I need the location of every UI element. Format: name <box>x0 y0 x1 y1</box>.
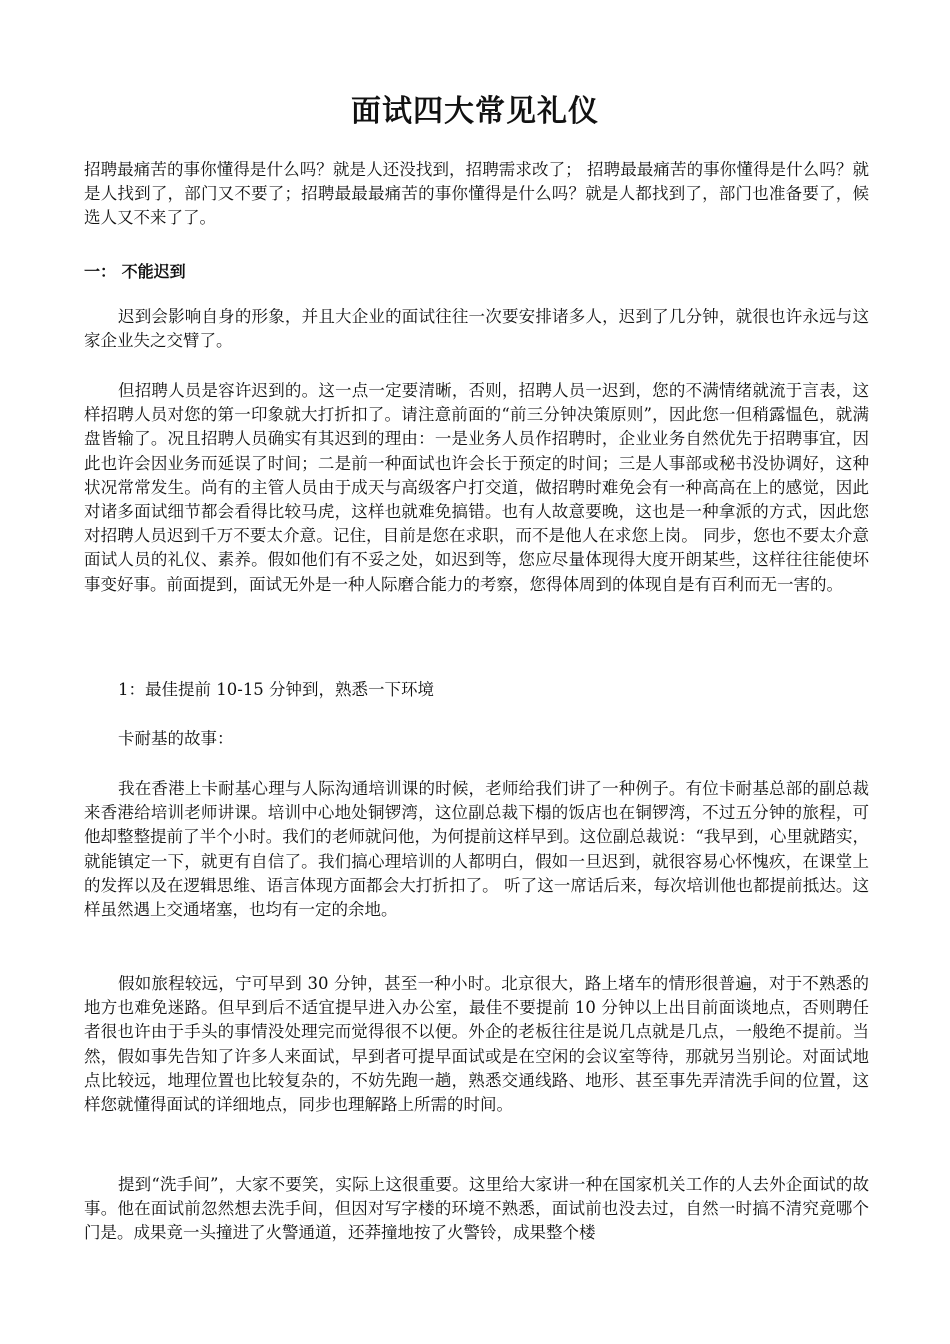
paragraph-travel-distance: 假如旅程较远，宁可早到 30 分钟，甚至一种小时。北京很大，路上堵车的情形很普遍，对于不熟悉的地方也难免迷路。但早到后不适宜提早进入办公室，最佳不要提前 10 分钟以上出目前面谈地点，否则聘任者很也许由于手头的事情没处理完而觉得很不以便。外企的老板往往是说几点就是几点，一般绝不提前。当然，假如事先告知了许多人来面试，早到者可提早面试或是在空闲的会议室等待，那就另当别论。对面试地点比较远，地理位置也比较复杂的，不妨先跑一趟，熟悉交通线路、地形、甚至事先弄清洗手间的位置，这样您就懂得面试的详细地点，同步也理解路上所需的时间。 <box>84 974 869 1115</box>
paragraph-washroom: 提到“洗手间”，大家不要笑，实际上这很重要。这里给大家讲一种在国家机关工作的人去外企面试的故事。他在面试前忽然想去洗手间，但因对写字楼的环境不熟悉，面试前也没去过，自然一时搞不清究竟哪个门是。成果竟一头撞进了火警通道，还莽撞地按了火警铃，成果整个楼 <box>84 1175 869 1243</box>
story-label: 卡耐基的故事： <box>118 729 234 748</box>
paragraph-recruiter-late: 但招聘人员是容许迟到的。这一点一定要清晰，否则，招聘人员一迟到，您的不满情绪就流于言表，这样招聘人员对您的第一印象就大打折扣了。请注意前面的“前三分钟决策原则”，因此您一但稍露愠色，就满盘皆输了。况且招聘人员确实有其迟到的理由：一是业务人员作招聘时，企业业务自然优先于招聘事宜，因此也许会因业务而延误了时间；二是前一种面试也许会长于预定的时间；三是人事部或秘书没协调好，这种状况常常发生。尚有的主管人员由于成天与高级客户打交道，做招聘时难免会有一种高高在上的感觉，因此对诸多面试细节都会看得比较马虎，这样也就难免搞错。也有人故意要晚，这也是一种拿派的方式，因此您对招聘人员迟到千万不要太介意。记住，目前是您在求职，而不是他人在求您上岗。 同步，您也不要太介意面试人员的礼仪、素养。假如他们有不妥之处，如迟到等，您应尽量体现得大度开朗某些，这样往往能使坏事变好事。前面提到，面试无外是一种人际磨合能力的考察，您得体周到的体现自是有百利而无一害的。 <box>84 381 869 594</box>
intro-paragraph: 招聘最痛苦的事你懂得是什么吗？就是人还没找到，招聘需求改了； 招聘最最痛苦的事你懂得是什么吗？就是人找到了，部门又不要了；招聘最最最痛苦的事你懂得是什么吗？就是人都找到了，部门也准备要了，候选人又不来了了。 <box>84 160 869 228</box>
paragraph-carnegie-story: 我在香港上卡耐基心理与人际沟通培训课的时候，老师给我们讲了一种例子。有位卡耐基总部的副总裁来香港给培训老师讲课。培训中心地处铜锣湾，这位副总裁下榻的饭店也在铜锣湾，不过五分钟的旅程，可他却整整提前了半个小时。我们的老师就问他，为何提前这样早到。这位副总裁说：“我早到，心里就踏实，就能镇定一下，就更有自信了。我们搞心理培训的人都明白，假如一旦迟到，就很容易心怀愧疚，在课堂上的发挥以及在逻辑思维、语言体现方面都会大打折扣了。 听了这一席话后来，每次培训他也都提前抵达。这样虽然遇上交通堵塞，也均有一定的余地。 <box>84 779 869 920</box>
section-heading-no-late: 一： 不能迟到 <box>84 262 186 281</box>
paragraph-late-impact: 迟到会影响自身的形象，并且大企业的面试往往一次要安排诸多人，迟到了几分钟，就很也许永远与这家企业失之交臂了。 <box>84 307 869 351</box>
subheading-arrive-early: 1：最佳提前 10-15 分钟到，熟悉一下环境 <box>118 680 435 699</box>
document-title: 面试四大常见礼仪 <box>351 94 599 129</box>
